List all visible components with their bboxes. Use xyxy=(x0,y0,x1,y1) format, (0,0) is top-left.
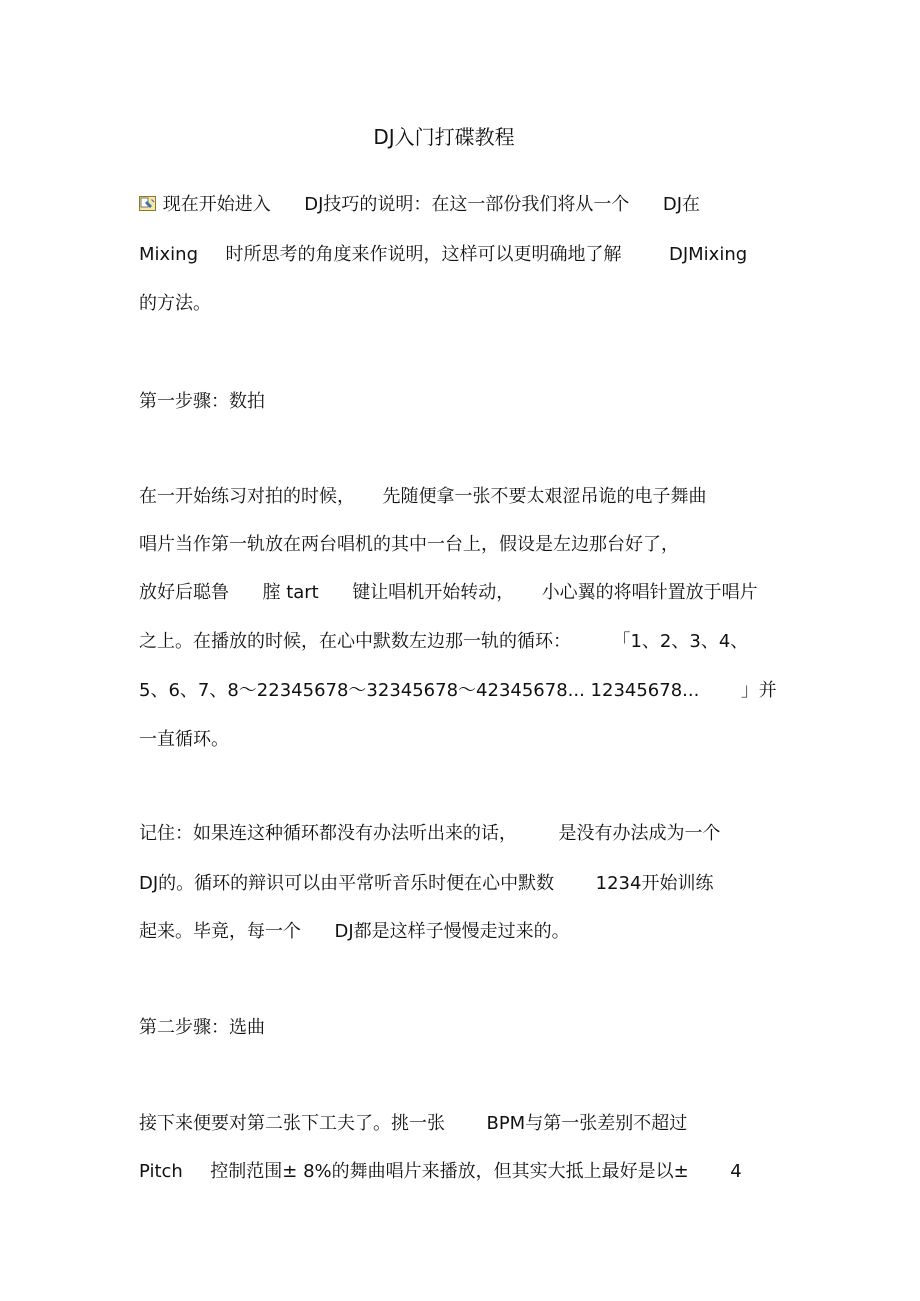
step1-p1-line-5-part-1: 5、6、7、8～22345678～32345678～42345678... 12345678... xyxy=(139,680,700,701)
step1-p2-line-2-part-1: DJ的。循环的辩识可以由平常听音乐时便在心中默数 xyxy=(139,873,555,894)
step1-p1-line-3 xyxy=(139,581,758,605)
step1-p1-line-4-part-1: 之上。在播放的时候，在心中默数左边那一轨的循环： xyxy=(139,631,571,652)
intro-line-1-part-2: DJ技巧的说明：在这一部份我们将从一个 xyxy=(304,194,630,215)
step2-p1-line-2 xyxy=(139,1160,742,1184)
step1-p1-line-6-part-1: 一直循环。 xyxy=(139,729,229,750)
step1-p2-line-1-part-1: 记住：如果连这种循环都没有办法听出来的话， xyxy=(139,823,517,844)
step1-p2-line-2-part-2: 1234开始训练 xyxy=(595,873,714,894)
step1-p2-line-3-part-2: DJ都是这样子慢慢走过来的。 xyxy=(334,921,570,942)
step1-p1-line-2-part-1: 唱片当作第一轨放在两台唱机的其中一台上，假设是左边那台好了， xyxy=(139,534,679,555)
step1-p2-line-3 xyxy=(139,920,570,944)
step1-p2-line-1 xyxy=(139,822,720,846)
intro-line-2-part-1: Mixing xyxy=(139,244,199,265)
step2-p1-line-2-part-3: 4 xyxy=(730,1161,742,1182)
intro-line-2-part-2: 时所思考的角度来作说明，这样可以更明确地了解 xyxy=(225,244,622,265)
step2-p1-line-1 xyxy=(139,1112,687,1136)
step1-p1-line-1-part-2: 先随便拿一张不要太艰涩吊诡的电子舞曲 xyxy=(382,486,707,507)
step1-p1-line-5-part-2: 」并 xyxy=(740,680,777,701)
document-icon xyxy=(139,194,156,209)
step1-p1-line-5 xyxy=(139,679,777,703)
step2-p1-line-2-part-2: 控制范围± 8%的舞曲唱片来播放，但其实大抵上最好是以± xyxy=(210,1161,689,1182)
step1-p1-line-3-part-4: 小心翼的将唱针置放于唱片 xyxy=(541,582,758,603)
step2-heading: 第二步骤：选曲 xyxy=(139,1017,265,1038)
step1-p2-line-1-part-2: 是没有办法成为一个 xyxy=(558,823,721,844)
step1-p1-line-3-part-2: 腟 tart xyxy=(262,582,319,603)
step2-p1-line-1-part-2: BPM与第一张差别不超过 xyxy=(486,1113,688,1134)
step1-p2-line-3-part-1: 起来。毕竟，每一个 xyxy=(139,921,301,942)
intro-line-1 xyxy=(139,193,700,217)
intro-line-2-part-3: DJMixing xyxy=(668,244,748,265)
step2-p1-line-2-part-1: Pitch xyxy=(139,1161,183,1182)
intro-line-3-part-1: 的方法。 xyxy=(139,293,211,314)
document-title: DJ入门打碟教程 xyxy=(373,125,515,149)
step1-p1-line-4-part-2: 「1、2、3、4、 xyxy=(612,631,749,652)
intro-line-2 xyxy=(139,243,747,267)
step1-p1-line-1 xyxy=(139,485,706,509)
step1-p1-line-1-part-1: 在一开始练习对拍的时候， xyxy=(139,486,355,507)
step1-p1-line-2 xyxy=(139,533,679,557)
intro-line-1-part-1: 现在开始进入 xyxy=(162,194,271,215)
step1-p2-line-2 xyxy=(139,872,713,896)
intro-line-1-part-3: DJ在 xyxy=(662,194,701,215)
step1-heading: 第一步骤：数拍 xyxy=(139,391,265,412)
step1-p1-line-3-part-3: 键让唱机开始转动， xyxy=(352,582,515,603)
step1-p1-line-6 xyxy=(139,728,229,752)
step2-p1-line-1-part-1: 接下来便要对第二张下工夫了。挑一张 xyxy=(139,1113,445,1134)
step1-p1-line-3-part-1: 放好后聪鲁 xyxy=(139,582,229,603)
intro-line-3 xyxy=(139,292,211,316)
step1-p1-line-4 xyxy=(139,630,748,654)
